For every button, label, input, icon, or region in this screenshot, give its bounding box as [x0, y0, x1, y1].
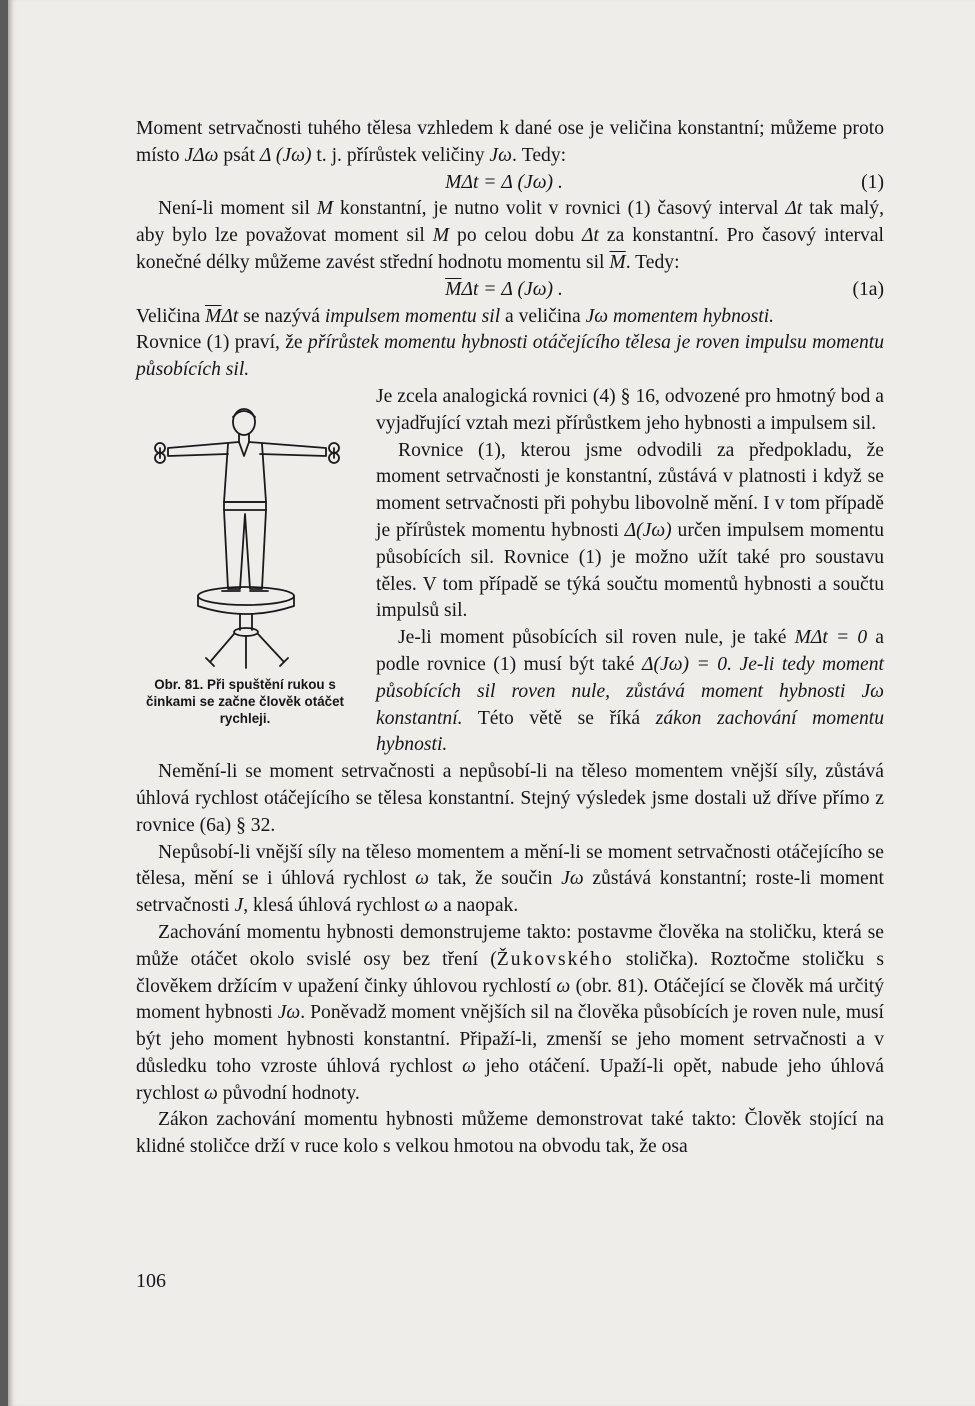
- figure-81-illustration: [136, 384, 358, 674]
- equation-1a: $\overline{M}\Delta t = \Delta$ (Jω) . (1a): [136, 277, 884, 304]
- paragraph-8: Nepůsobí-li vnější síly na těleso momentem a mění-li se moment setrvačnosti otáčejícího se tělesa, mění se i úhlová rychlost ω tak, že součin Jω zůstává konstantní; roste-li moment setrvačnosti J, klesá úhlová rychlost ω a naopak.: [136, 841, 884, 917]
- equation-1a-number: (1a): [852, 278, 884, 300]
- equation-1-number: (1): [861, 171, 884, 193]
- paragraph-4-and-figure: Rovnice (1) praví, že přírůstek momentu hybnosti otáčejícího tělesa je roven impulsu momentu působících sil.: [136, 332, 884, 381]
- paragraph-1: Moment setrvačnosti tuhého tělesa vzhledem k dané ose je veličina konstantní; můžeme proto místo JΔω psát Δ (Jω) t. j. přírůstek veličiny Jω. Tedy:: [136, 118, 884, 166]
- paragraph-9: Zachování momentu hybnosti demonstrujeme takto: postavme člověka na stoličku, která se může otáčet okolo svislé osy bez tření (Žukovského stolička). Roztočme stoličku s člověkem držícím v upažení činky úhlovou rychlostí ω (obr. 81). Otáčející se člověk má určitý moment hybnosti Jω. Poněvadž moment vnějších sil na člověka působících je roven nule, musí být jeho moment hybnosti konstantní. Připaží-li, zmenší se jeho moment setrvačnosti a v důsledku toho vzroste úhlová rychlost ω jeho otáčení. Upaží-li opět, nabude jeho úhlová rychlost ω původní hodnoty.: [136, 921, 885, 1104]
- paragraph-2: Není-li moment sil M konstantní, je nutno volit v rovnici (1) časový interval Δt tak malý, aby bylo lze považovat moment sil M po celou dobu Δt za konstantní. Pro časový interval konečné délky můžeme zavést střední hodnotu momentu sil $\overline{M}$. Tedy:: [136, 198, 884, 273]
- paragraph-10: Zákon zachování momentu hybnosti můžeme demonstrovat také takto: Člověk stojící na klidné stoličce drží v ruce kolo s velkou hmotou na obvodu tak, že osa: [136, 1109, 884, 1158]
- equation-1: MΔt = Δ (Jω) . (1): [136, 170, 884, 197]
- paragraph-7: Nemění-li se moment setrvačnosti a nepůsobí-li na těleso momentem vnější síly, zůstává úhlová rychlost otáčejícího se tělesa konstantní. Stejný výsledek jsme dostali už dříve přímo z rovnice (6a) § 32.: [136, 761, 884, 836]
- figure-81: [136, 384, 358, 752]
- body-text: [136, 116, 884, 1161]
- paragraph-5: Rovnice (1), kterou jsme odvodili za předpokladu, že moment setrvačnosti je konstantní, zůstává v platnosti i když se moment setrvačnosti při pohybu libovolně mění. I v tom případě je přírůstek momentu hybnosti Δ(Jω) určen impulsem momentu působících sil. Rovnice (1) je možno užít také pro soustavu těles. V tom případě se týká součtu momentů hybnosti a součtu impulsů sil.: [376, 439, 884, 622]
- figure-81-caption: Obr. 81. Při spuštění rukou s činkami se začne člověk otáčet rychleji.: [146, 676, 344, 726]
- page-number: 106: [136, 1270, 166, 1292]
- paragraph-6: Je-li moment působících sil roven nule, je také MΔt = 0 a podle rovnice (1) musí být také Δ(Jω) = 0. Je-li tedy moment působících sil roven nule, zůstává moment hybnosti Jω konstantní. Této větě se říká zákon zachování momentu hybnosti.: [376, 627, 885, 756]
- paragraph-4-continued: Je zcela analogická rovnici (4) § 16, odvozené pro hmotný bod a vyjadřující vztah mezi přírůstkem jeho hybnosti a impulsem sil.: [376, 385, 884, 434]
- paragraph-3: Veličina $\overline{M}\Delta t$ se nazývá impulsem momentu sil a veličina Jω momentem hybnosti.: [136, 305, 775, 327]
